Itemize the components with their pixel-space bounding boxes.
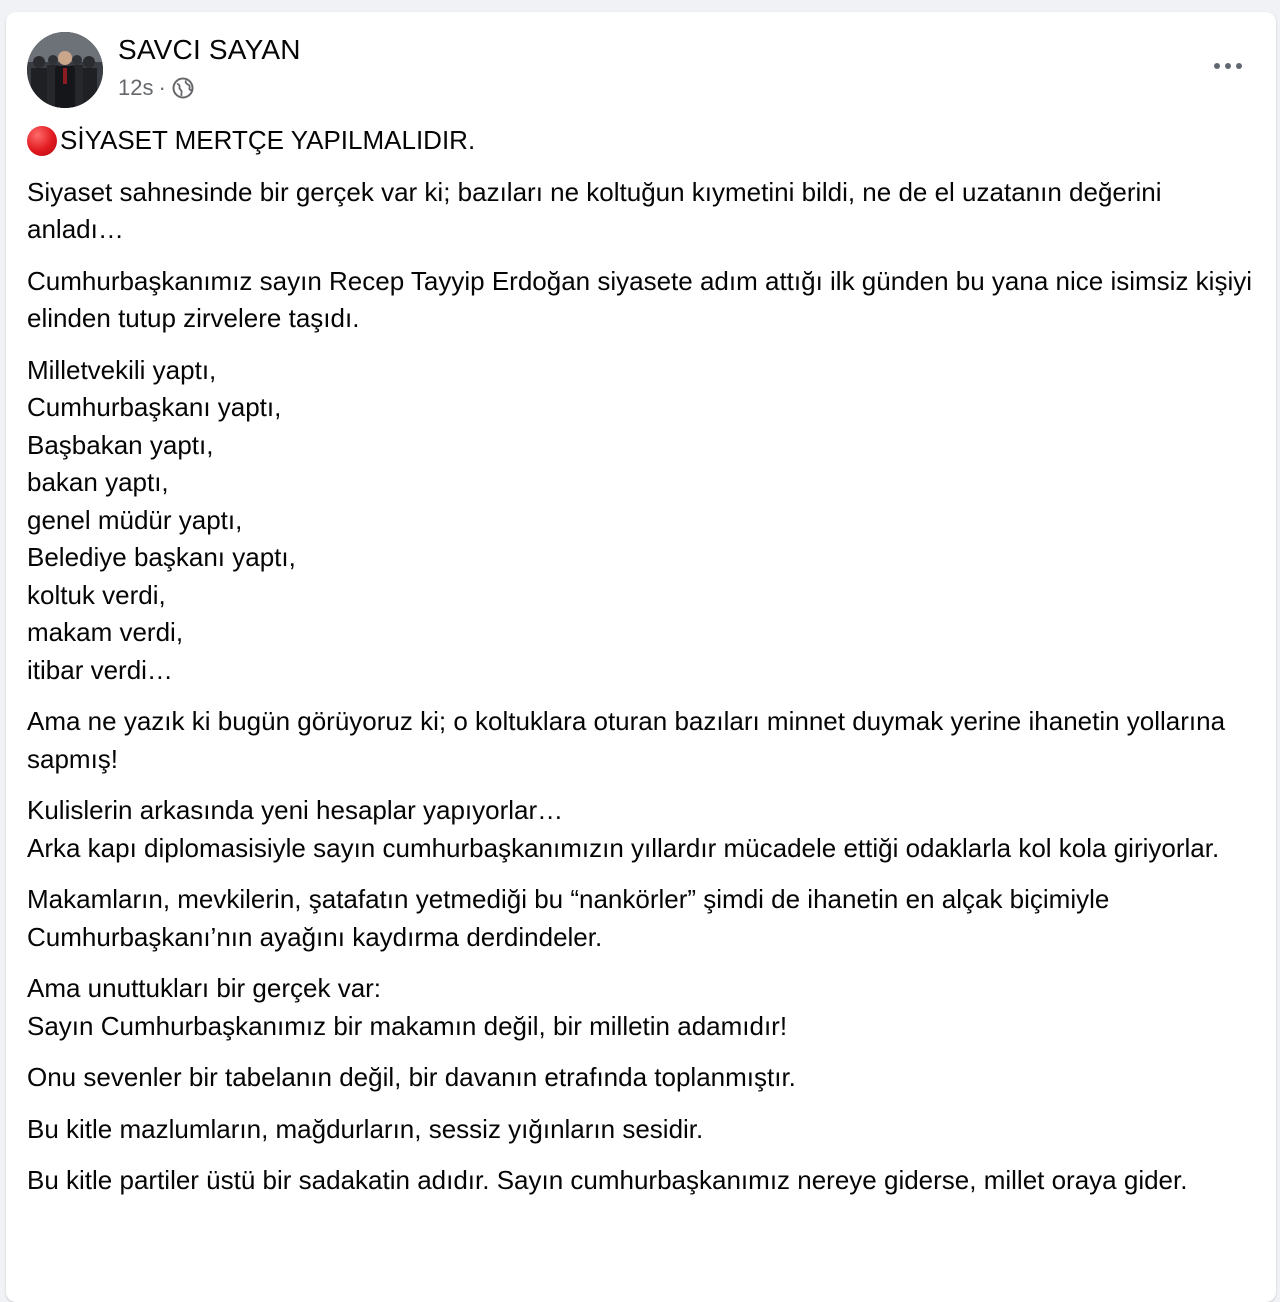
- post-paragraph: Kulislerin arkasında yeni hesaplar yapıyorlar… Arka kapı diplomasisiyle sayın cumhurbaşkanımızın yıllardır mücadele ettiği odaklarla kol kola giriyorlar.: [27, 795, 1220, 863]
- post-paragraph: Cumhurbaşkanımız sayın Recep Tayyip Erdoğan siyasete adım attığı ilk günden bu yana nice isimsiz kişiyi elinden tutup zirvelere taşıdı.: [27, 265, 1252, 333]
- meta-separator: ·: [158, 75, 166, 100]
- post-body: [27, 122, 1262, 1214]
- post-header: [6, 12, 1276, 112]
- post-paragraph: Siyaset sahnesinde bir gerçek var ki; bazıları ne koltuğun kıymetini bildi, ne de el uzatanın değerini anladı…: [27, 176, 1162, 244]
- post-title: [27, 122, 1262, 160]
- red-circle-icon: [27, 126, 57, 156]
- post-paragraph: Makamların, mevkilerin, şatafatın yetmediği bu “nankörler” şimdi de ihanetin en alçak biçimiyle Cumhurbaşkanı’nın ayağını kaydırma derdindeler.: [27, 884, 1110, 952]
- post-paragraph: Milletvekili yaptı, Cumhurbaşkanı yaptı, Başbakan yaptı, bakan yaptı, genel müdür yaptı, Belediye başkanı yaptı, koltuk verdi, makam verdi, itibar verdi…: [27, 354, 296, 685]
- post-paragraph: Bu kitle partiler üstü bir sadakatin adıdır. Sayın cumhurbaşkanımız nereye giderse, millet oraya gider.: [27, 1165, 1188, 1195]
- avatar-photo: [27, 32, 103, 108]
- post-paragraph: Onu sevenler bir tabelanın değil, bir davanın etrafında toplanmıştır.: [27, 1062, 796, 1092]
- avatar[interactable]: [27, 32, 103, 108]
- post-meta: [118, 74, 194, 102]
- more-options-button[interactable]: [1206, 48, 1250, 84]
- more-horizontal-icon: [1225, 63, 1231, 69]
- more-horizontal-icon: [1214, 63, 1220, 69]
- post-card: [6, 12, 1276, 1302]
- author-name[interactable]: SAVCI SAYAN: [118, 34, 301, 65]
- post-paragraph: Ama unuttukları bir gerçek var: Sayın Cumhurbaşkanımız bir makamın değil, bir milletin adamıdır!: [27, 973, 788, 1041]
- post-paragraph: Ama ne yazık ki bugün görüyoruz ki; o koltuklara oturan bazıları minnet duymak yerine ihanetin yollarına sapmış!: [27, 706, 1226, 774]
- globe-icon[interactable]: [172, 77, 194, 99]
- post-title-text: SİYASET MERTÇE YAPILMALIDIR.: [60, 125, 476, 155]
- post-timestamp[interactable]: 12s: [118, 75, 154, 100]
- post-paragraph: Bu kitle mazlumların, mağdurların, sessiz yığınların sesidir.: [27, 1113, 704, 1144]
- more-horizontal-icon: [1236, 63, 1242, 69]
